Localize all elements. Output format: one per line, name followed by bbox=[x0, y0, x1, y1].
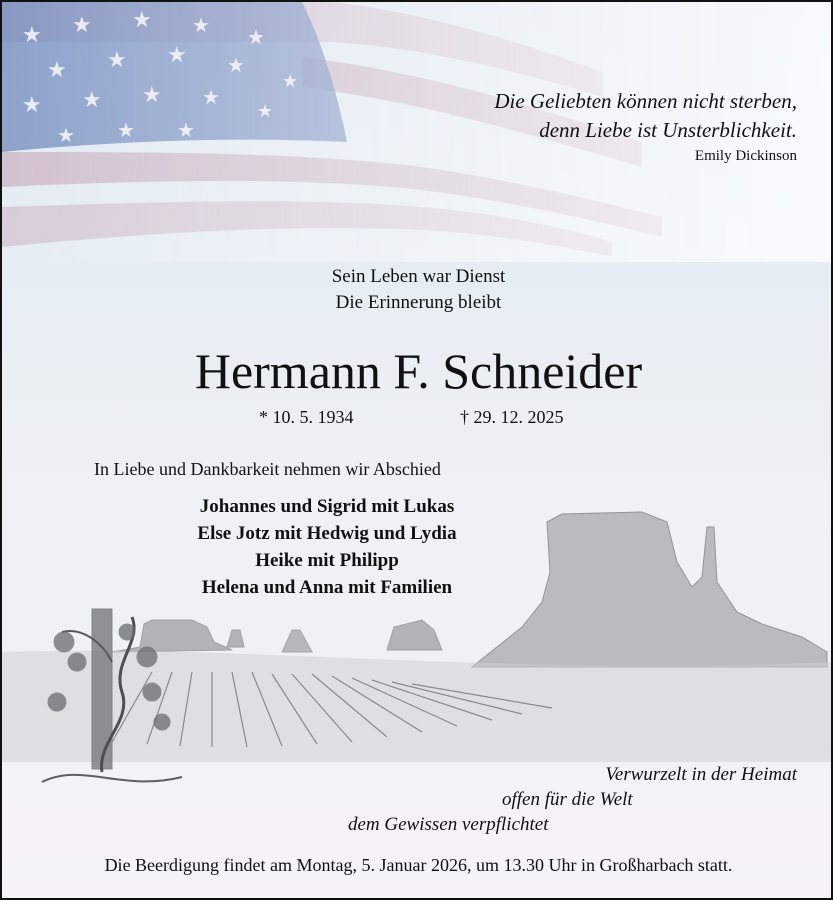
motto-line-1: Sein Leben war Dienst bbox=[331, 266, 506, 287]
mourner-line: Helena und Anna mit Familien bbox=[201, 577, 453, 598]
motto-line-2: Die Erinnerung bleibt bbox=[335, 292, 502, 313]
svg-text:★: ★ bbox=[177, 120, 195, 142]
farewell-text: In Liebe und Dankbarkeit nehmen wir Abschied bbox=[94, 459, 441, 479]
svg-text:★: ★ bbox=[132, 7, 152, 32]
svg-text:★: ★ bbox=[72, 12, 92, 37]
svg-text:★: ★ bbox=[22, 92, 42, 117]
svg-text:★: ★ bbox=[107, 47, 127, 72]
death-date: † 29. 12. 2025 bbox=[460, 407, 564, 427]
svg-text:★: ★ bbox=[47, 57, 67, 82]
values-line-3: dem Gewissen verpflichtet bbox=[348, 814, 549, 835]
svg-text:★: ★ bbox=[282, 71, 299, 91]
svg-text:★: ★ bbox=[202, 87, 220, 109]
svg-text:★: ★ bbox=[167, 42, 187, 67]
funeral-info: Die Beerdigung findet am Montag, 5. Januar 2026, um 13.30 Uhr in Großharbach statt. bbox=[104, 855, 733, 875]
svg-text:★: ★ bbox=[142, 82, 162, 107]
mourner-line: Else Jotz mit Hedwig und Lydia bbox=[197, 523, 457, 544]
quote-author: Emily Dickinson bbox=[694, 148, 797, 164]
quote-line-1: Die Geliebten können nicht sterben, bbox=[494, 89, 797, 113]
quote-line-2: denn Liebe ist Unsterblichkeit. bbox=[539, 118, 797, 142]
svg-text:★: ★ bbox=[227, 55, 245, 77]
svg-text:★: ★ bbox=[82, 87, 102, 112]
svg-text:★: ★ bbox=[192, 15, 210, 37]
svg-text:★: ★ bbox=[57, 125, 75, 147]
svg-text:★: ★ bbox=[257, 101, 274, 121]
deceased-name: Hermann F. Schneider bbox=[194, 343, 643, 399]
svg-text:★: ★ bbox=[22, 22, 42, 47]
values-line-1: Verwurzelt in der Heimat bbox=[605, 764, 797, 785]
mourner-line: Johannes und Sigrid mit Lukas bbox=[199, 496, 455, 517]
birth-date: * 10. 5. 1934 bbox=[259, 407, 354, 427]
svg-text:★: ★ bbox=[117, 120, 135, 142]
svg-text:★: ★ bbox=[247, 27, 265, 49]
values-line-2: offen für die Welt bbox=[502, 789, 633, 810]
mourner-line: Heike mit Philipp bbox=[255, 550, 399, 571]
